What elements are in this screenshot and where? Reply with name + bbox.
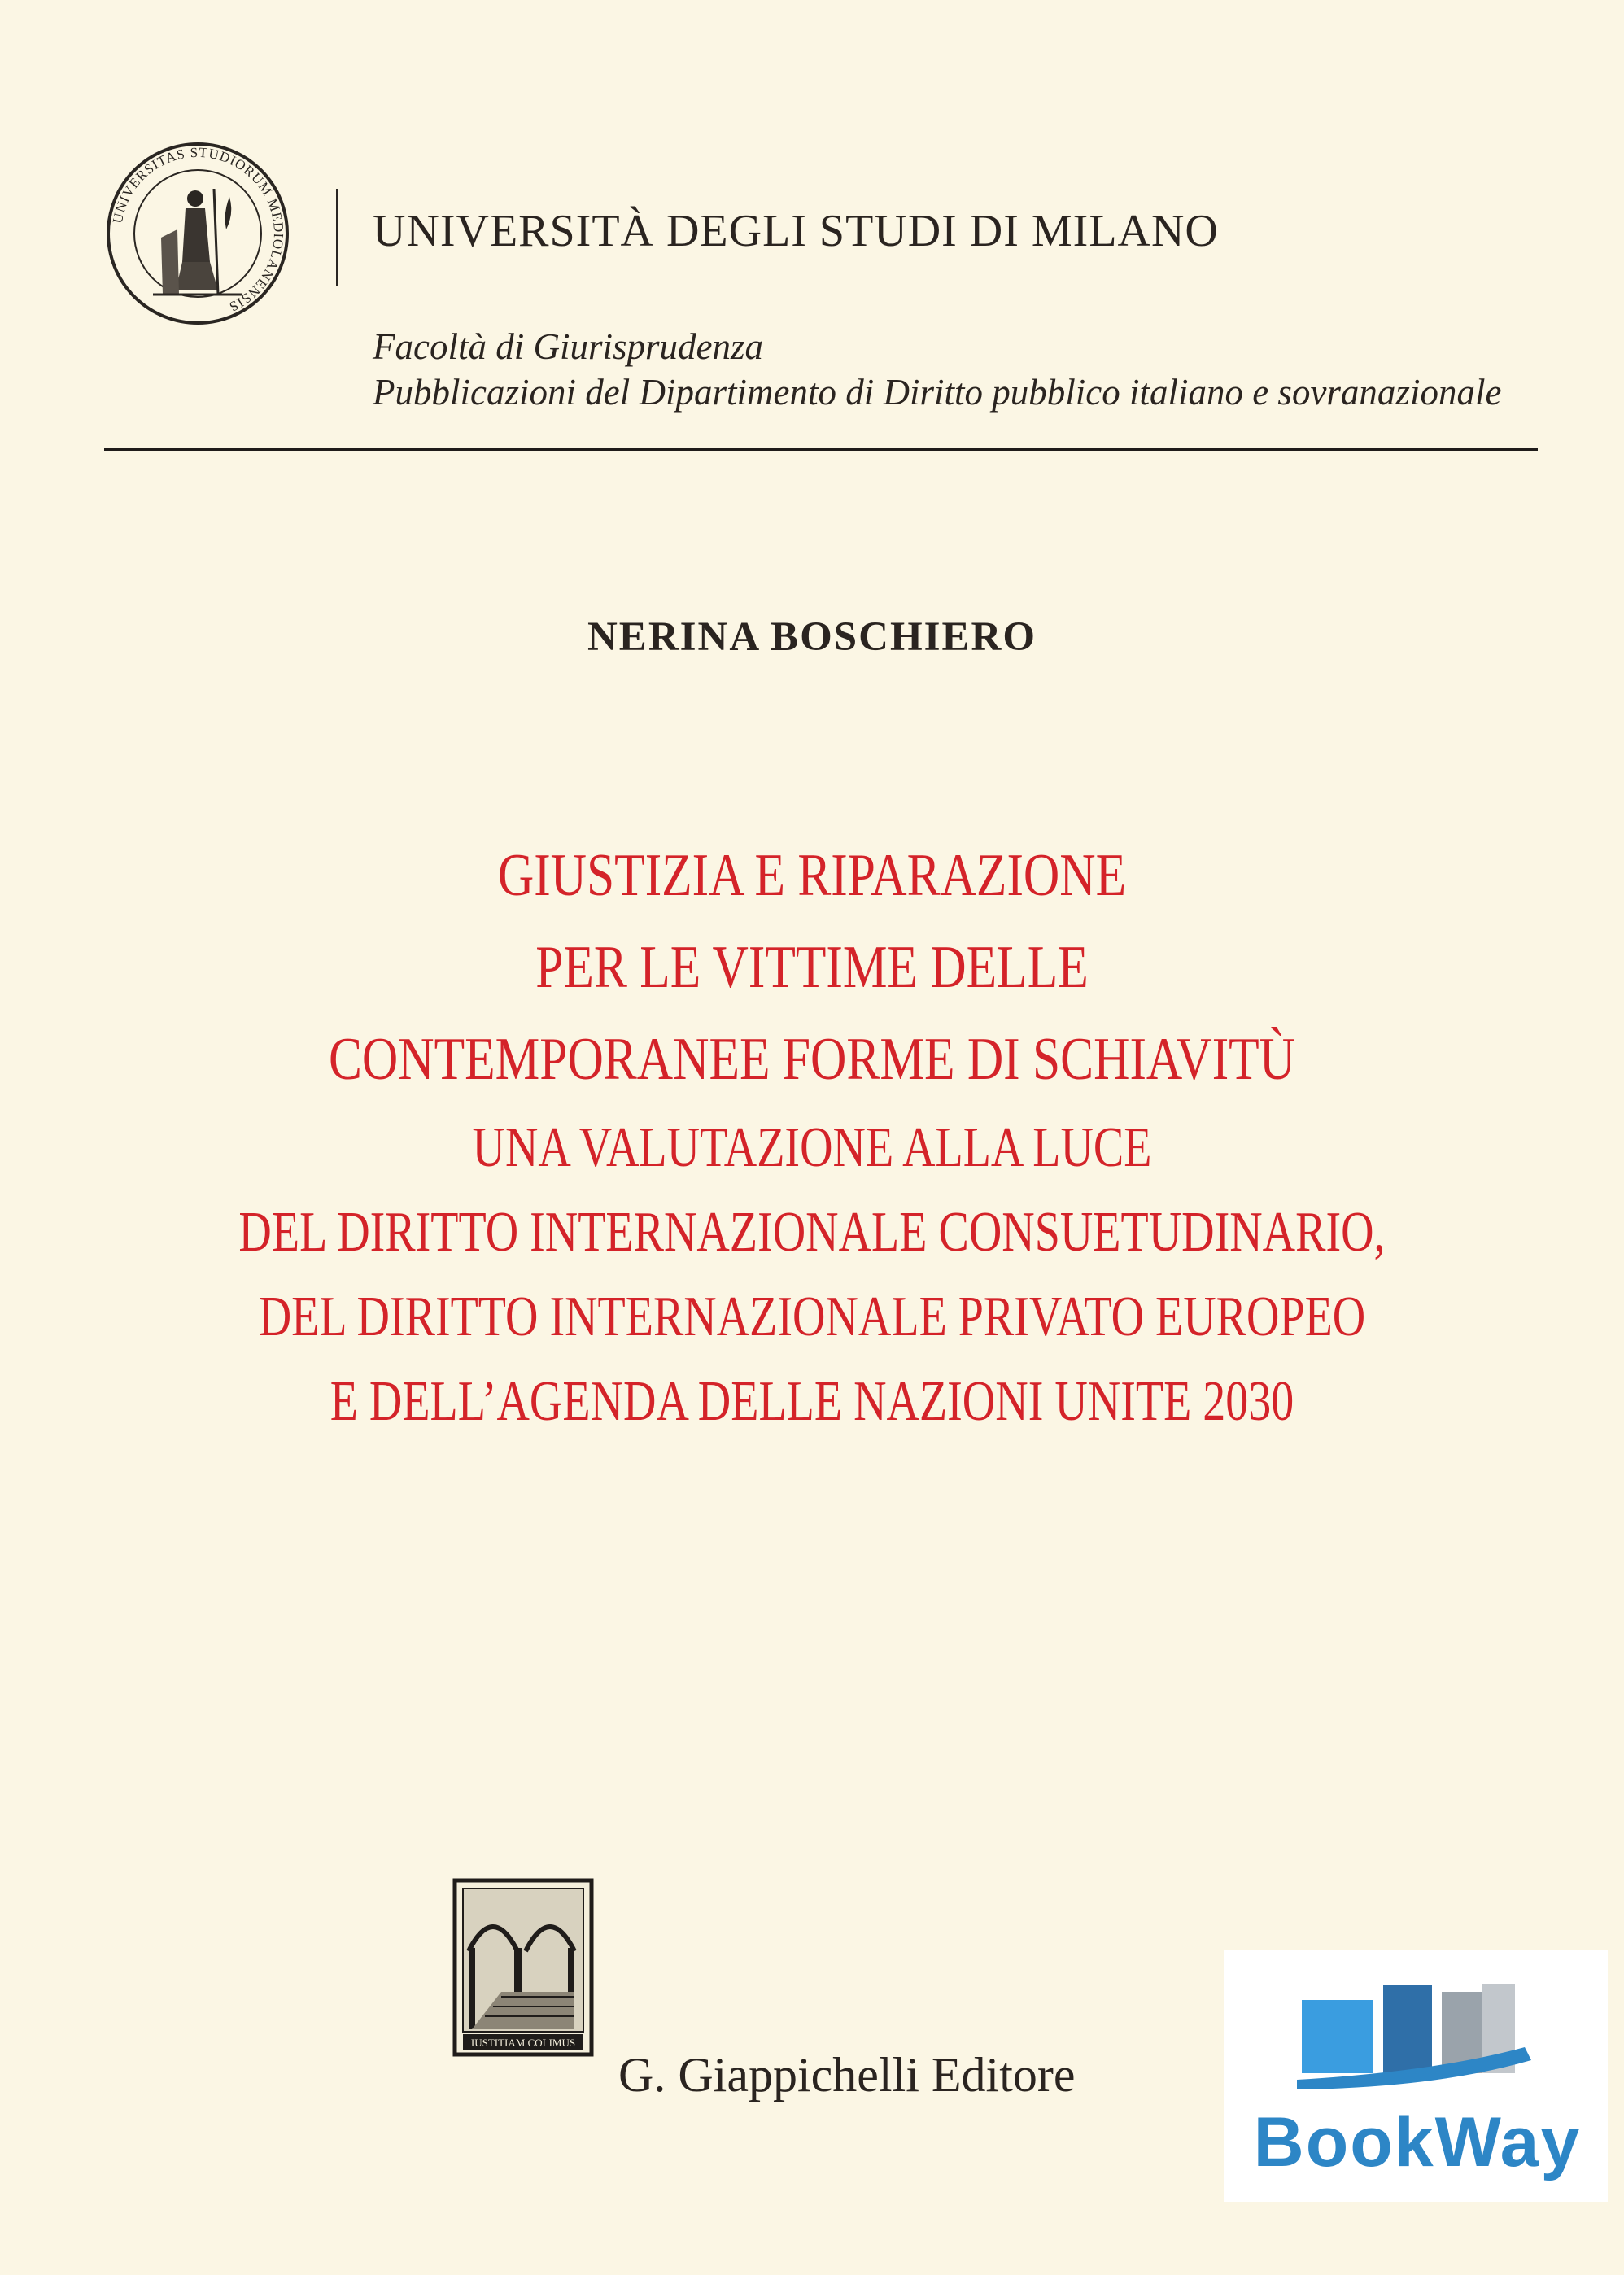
header-divider [336, 189, 338, 286]
author-name: NERINA BOSCHIERO [587, 614, 1037, 660]
title-line: CONTEMPORANEE FORME DI SCHIAVITÙ [328, 1026, 1296, 1093]
subtitle-line: E DELL’AGENDA DELLE NAZIONI UNITE 2030 [330, 1370, 1294, 1433]
publisher-name: G. Giappichelli Editore [618, 2048, 1076, 2102]
faculty-name: Facoltà di Giurisprudenza [373, 326, 763, 367]
university-seal-icon [104, 140, 291, 327]
subtitle-line: DEL DIRITTO INTERNAZIONALE PRIVATO EUROPEO [258, 1286, 1366, 1348]
bookway-text: BookWay [1253, 2103, 1582, 2181]
subtitle-line: UNA VALUTAZIONE ALLA LUCE [472, 1116, 1152, 1179]
header-rule [104, 448, 1538, 451]
subtitle-line: DEL DIRITTO INTERNAZIONALE CONSUETUDINARIO, [238, 1201, 1386, 1264]
title-line: PER LE VITTIME DELLE [535, 934, 1089, 1001]
svg-text:UNIVERSITAS STUDIORUM MEDIOLAN: UNIVERSITAS STUDIORUM MEDIOLANENSIS [109, 144, 287, 316]
publisher-logo-icon [452, 1878, 594, 2057]
bookway-logo-icon [1224, 1950, 1608, 2104]
bookway-watermark [1224, 1950, 1608, 2202]
book-title [49, 830, 1575, 1444]
department-name: Pubblicazioni del Dipartimento di Diritto pubblico italiano e sovranazionale [373, 372, 1502, 413]
svg-text:IUSTITIAM COLIMUS: IUSTITIAM COLIMUS [470, 2037, 576, 2049]
title-line: GIUSTIZIA E RIPARAZIONE [497, 842, 1127, 909]
university-name: UNIVERSITÀ DEGLI STUDI DI MILANO [373, 206, 1219, 256]
